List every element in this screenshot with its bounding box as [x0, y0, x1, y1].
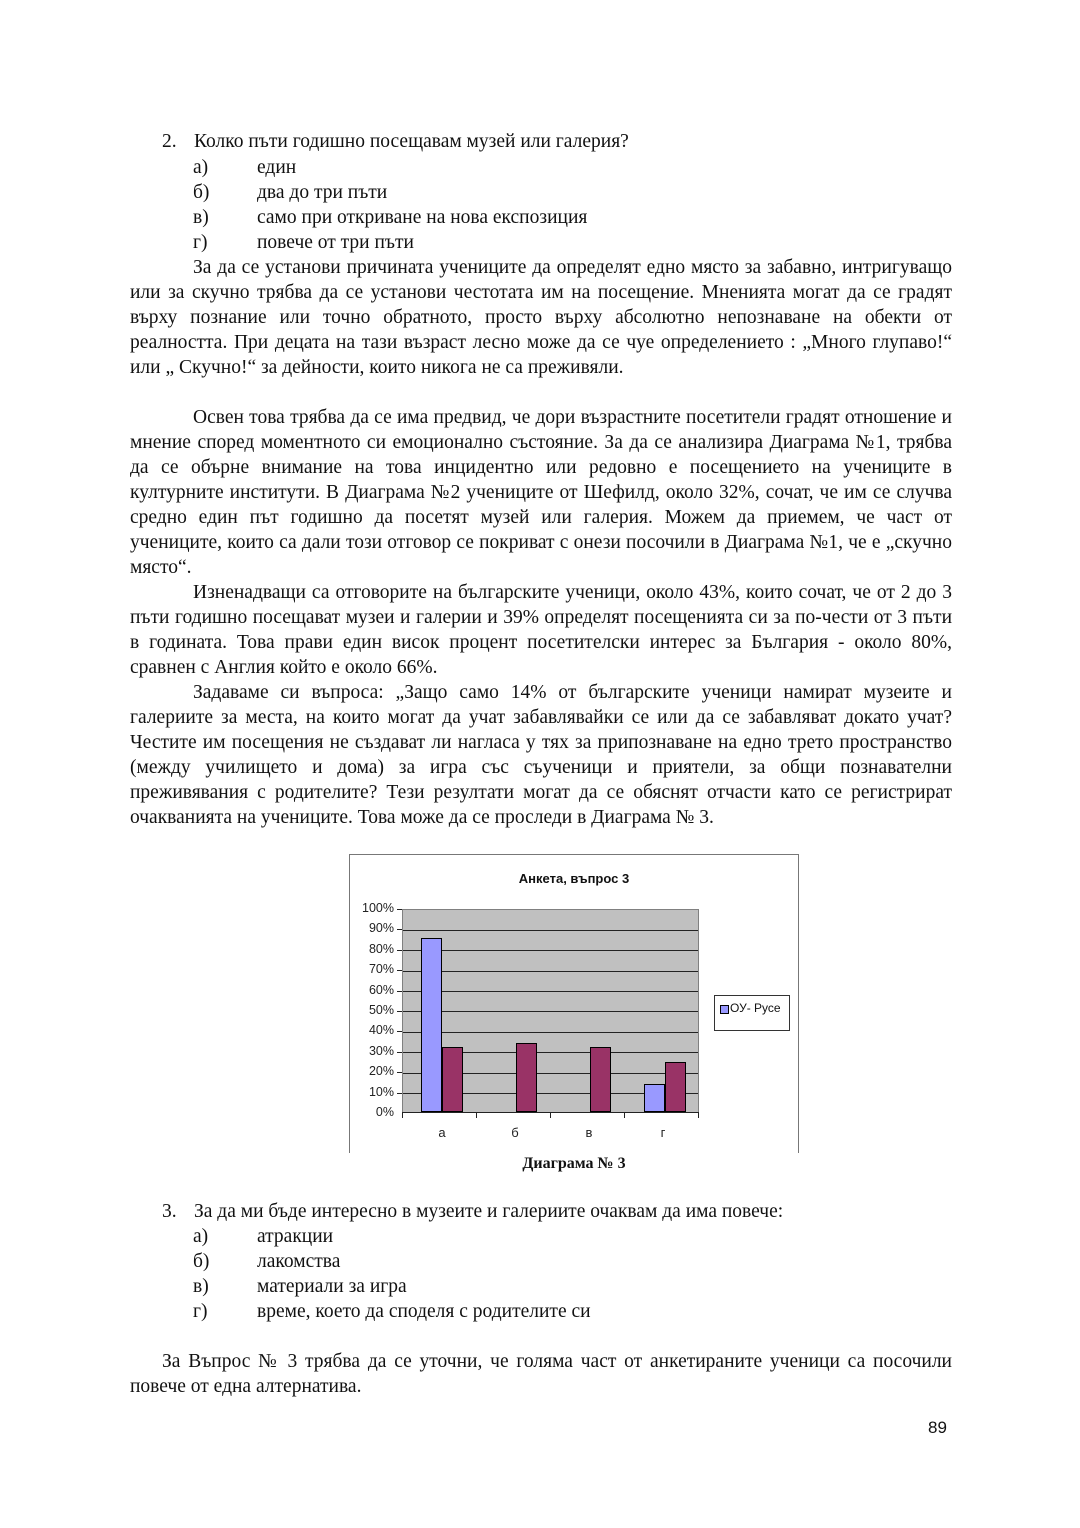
question-3-option-b: б) лакомства — [193, 1251, 341, 1272]
chart-legend — [714, 995, 790, 1031]
y-tick-label: 90% — [368, 921, 394, 935]
y-tick-label: 80% — [368, 942, 394, 956]
gridline — [403, 1011, 698, 1012]
question-number: 2. — [162, 131, 177, 152]
y-tick-label: 10% — [368, 1085, 394, 1099]
y-tick-label: 0% — [375, 1105, 394, 1119]
bar-g-series-2 — [665, 1062, 686, 1113]
question-number: 3. — [162, 1201, 177, 1222]
question-3-title — [162, 1199, 783, 1224]
page-number: 89 — [928, 1418, 947, 1437]
paragraph-2: Освен това трябва да се има предвид, че дори възрастните посетители градят отношение и мнение според моментното си емоционално състояние. За да се анализира Диаграма №1, трябва да се обърне внимание на това инцидентно или редовно е посещението на учениците в културните институти. В Диаграма №2 учениците от Шефилд, около 32%, сочат, че им се случва средно един път годишно да посетят музей или галерия. Можем да приемем, че част от учениците, които са дали този отговор се покриват с онези посочили в Диаграма №1, че е „скучно място“. — [130, 407, 952, 578]
paragraph-3: Изненадващи са отговорите на българските ученици, около 43%, които сочат, че от 2 до 3 пъти годишно посещават музеи и галерии и 39% определят посещенията си за по-чести от 3 пъти в годината. Това прави един висок процент посетителски интерес за България - около 80%, сравнен с Англия който е около 66%. — [130, 582, 952, 678]
y-tick-label: 40% — [368, 1023, 394, 1037]
x-tick-mark — [698, 1112, 699, 1118]
legend-swatch-icon — [720, 1005, 729, 1014]
closing-paragraph: За Въпрос № 3 трябва да се уточни, че голяма част от анкетираните ученици са посочили повече от една алтернатива. — [130, 1351, 952, 1397]
question-2-option-c: в) само при откриване на нова експозиция — [193, 207, 588, 228]
bar-b-series-2 — [516, 1043, 537, 1112]
question-text: За да ми бъде интересно в музеите и галериите очаквам да има повече: — [194, 1201, 784, 1222]
chart-title: Анкета, въпрос 3 — [518, 871, 630, 886]
x-tick-mark — [402, 1112, 403, 1118]
question-2-title — [162, 129, 629, 154]
question-2-option-b: б) два до три пъти — [193, 182, 388, 203]
bar-a-series-1 — [421, 938, 442, 1112]
x-label: а — [438, 1125, 446, 1140]
y-tick-label: 60% — [368, 983, 394, 997]
x-label: г — [660, 1125, 666, 1140]
question-3-option-a: а) атракции — [193, 1226, 334, 1247]
y-tick-label: 20% — [368, 1064, 394, 1078]
question-3-option-d: г) време, което да споделя с родителите си — [193, 1301, 591, 1322]
question-3-option-c: в) материали за игра — [193, 1276, 407, 1297]
x-tick-mark — [624, 1112, 625, 1118]
y-tick-label: 70% — [368, 962, 394, 976]
chart-caption: Диаграма № 3 — [522, 1155, 626, 1172]
x-label: б — [511, 1125, 519, 1140]
gridline — [403, 1032, 698, 1033]
legend-label: ОУ- Русе — [730, 1001, 781, 1015]
gridline — [403, 971, 698, 972]
gridline — [403, 991, 698, 992]
x-tick-mark — [476, 1112, 477, 1118]
paragraph-4: Задаваме си въпроса: „Защо само 14% от българските ученици намират музеите и галериите за места, на които могат да учат забавлявайки се или да се забавляват докато учат? Честите им посещения не създават ли нагласа у тях за припознаване на едно трето пространство (между училището и дома) за игра със съученици и приятели, за общи познавателни преживявания с родителите? Тези резултати могат да се обяснят отчасти като се регистрират очакванията на учениците. Това може да се проследи в Диаграма № 3. — [130, 682, 952, 828]
y-tick-label: 30% — [368, 1044, 394, 1058]
bar-chart — [349, 854, 799, 1153]
y-tick-label: 50% — [368, 1003, 394, 1017]
y-tick-label: 100% — [362, 901, 394, 915]
paragraph-1: За да се установи причината учениците да определят едно място за забавно, интригуващо или за скучно трябва да се установи честотата им на посещение. Мненията могат да се градят върху познание или точно обратното, просто върху абсолютно непознаване на обекти от реалността. При децата на тази възраст лесно може да се чуе определението : „Много глупаво!“ или „ Скучно!“ за дейности, които никога не са преживяли. — [130, 257, 952, 378]
bar-g-series-1 — [644, 1084, 665, 1112]
gridline — [403, 930, 698, 931]
bar-v-series-2 — [590, 1047, 611, 1112]
plot-area — [402, 909, 699, 1113]
x-tick-mark — [550, 1112, 551, 1118]
question-text: Колко пъти годишно посещавам музей или галерия? — [194, 131, 629, 152]
x-label: в — [585, 1125, 593, 1140]
question-2-option-a: а) един — [193, 157, 297, 178]
bar-a-series-2 — [442, 1047, 463, 1112]
gridline — [403, 950, 698, 951]
question-2-option-d: г) повече от три пъти — [193, 232, 414, 253]
